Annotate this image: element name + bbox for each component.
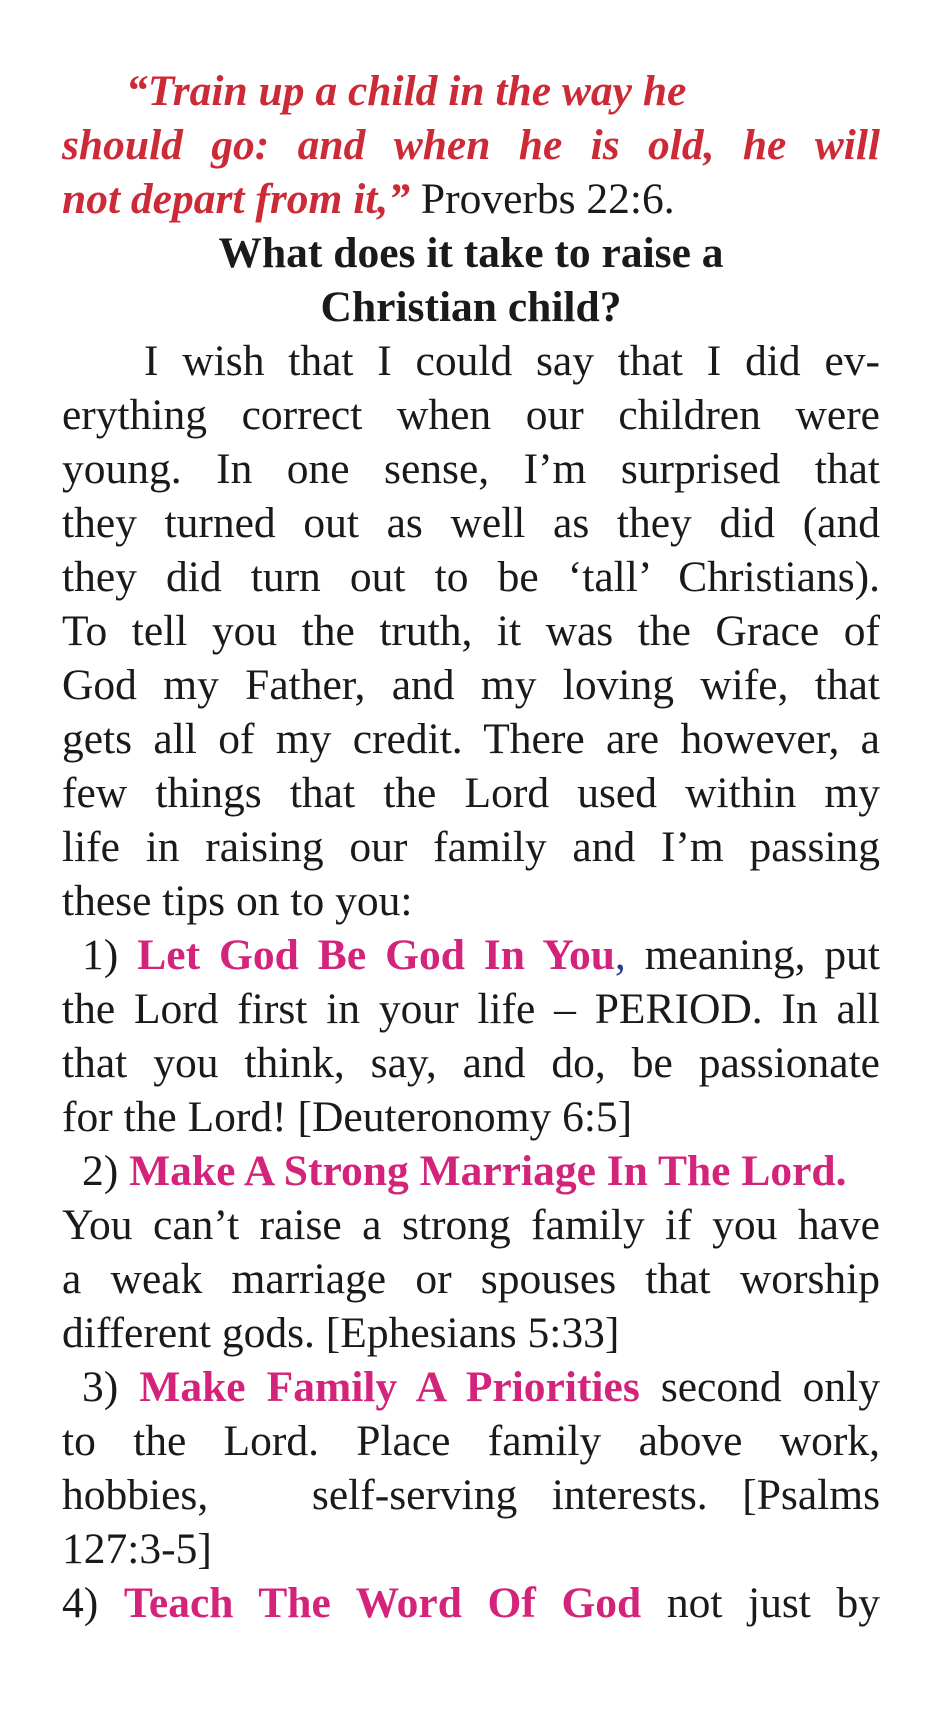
tip-first-line-rest: meaning, put xyxy=(625,931,881,979)
intro-line: these tips on to you: xyxy=(62,877,413,925)
intro-line: God my Father, and my loving wife, that xyxy=(62,661,880,709)
tip-first-line-rest: second only xyxy=(639,1363,880,1411)
verse-quote-line-2: should go: and when he is old, he will xyxy=(62,121,880,169)
intro-line: they did turn out to be ‘tall’ Christians). xyxy=(62,553,880,601)
page-content xyxy=(62,64,880,1630)
tip-line: for the Lord! [Deuteronomy 6:5] xyxy=(62,1093,633,1141)
intro-line: they turned out as well as they did (and xyxy=(62,499,880,547)
tip-first-line-rest: not just by xyxy=(641,1579,880,1627)
intro-line: life in raising our family and I’m passing xyxy=(62,823,880,871)
tip-number: 2) xyxy=(82,1147,119,1195)
tip-number: 1) xyxy=(82,931,119,979)
verse-reference: Proverbs 22:6. xyxy=(410,175,675,223)
tip-line: 127:3-5] xyxy=(62,1525,212,1573)
tip-line: to the Lord. Place family above work, xyxy=(62,1417,880,1465)
intro-line: young. In one sense, I’m surprised that xyxy=(62,445,880,493)
heading-line-2: Christian child? xyxy=(320,283,622,331)
intro-line: To tell you the truth, it was the Grace of xyxy=(62,607,880,655)
tip-title: Make Family A Priorities xyxy=(139,1363,640,1411)
tip-line: You can’t raise a strong family if you have xyxy=(62,1201,880,1249)
intro-line: erything correct when our children were xyxy=(62,391,880,439)
tip-line: hobbies, self-serving interests. [Psalms xyxy=(62,1471,880,1519)
intro-paragraph xyxy=(62,334,880,928)
verse-quote-line-1: “Train up a child in the way he xyxy=(126,67,687,115)
tip-number: 4) xyxy=(62,1579,99,1627)
tip-separator: , xyxy=(614,931,626,979)
tip-1 xyxy=(62,928,880,1144)
tip-2 xyxy=(62,1144,880,1360)
tip-title: Teach The Word Of God xyxy=(123,1579,642,1627)
section-heading xyxy=(62,226,880,334)
tip-line: different gods. [Ephesians 5:33] xyxy=(62,1309,620,1357)
tip-line: a weak marriage or spouses that worship xyxy=(62,1255,880,1303)
tip-4 xyxy=(62,1576,880,1630)
heading-line-1: What does it take to raise a xyxy=(218,229,724,277)
tip-line: that you think, say, and do, be passionate xyxy=(62,1039,880,1087)
tip-number: 3) xyxy=(82,1363,119,1411)
tip-title: Make A Strong Marriage In The Lord. xyxy=(129,1147,847,1195)
tip-line: the Lord first in your life – PERIOD. In all xyxy=(62,985,880,1033)
intro-line: I wish that I could say that I did ev- xyxy=(144,337,880,385)
intro-line: few things that the Lord used within my xyxy=(62,769,880,817)
tip-title: Let God Be God In You xyxy=(137,931,615,979)
verse-quote-line-3: not depart from it,” xyxy=(62,175,411,223)
verse-block xyxy=(62,64,880,226)
intro-line: gets all of my credit. There are however, a xyxy=(62,715,880,763)
tip-3 xyxy=(62,1360,880,1576)
